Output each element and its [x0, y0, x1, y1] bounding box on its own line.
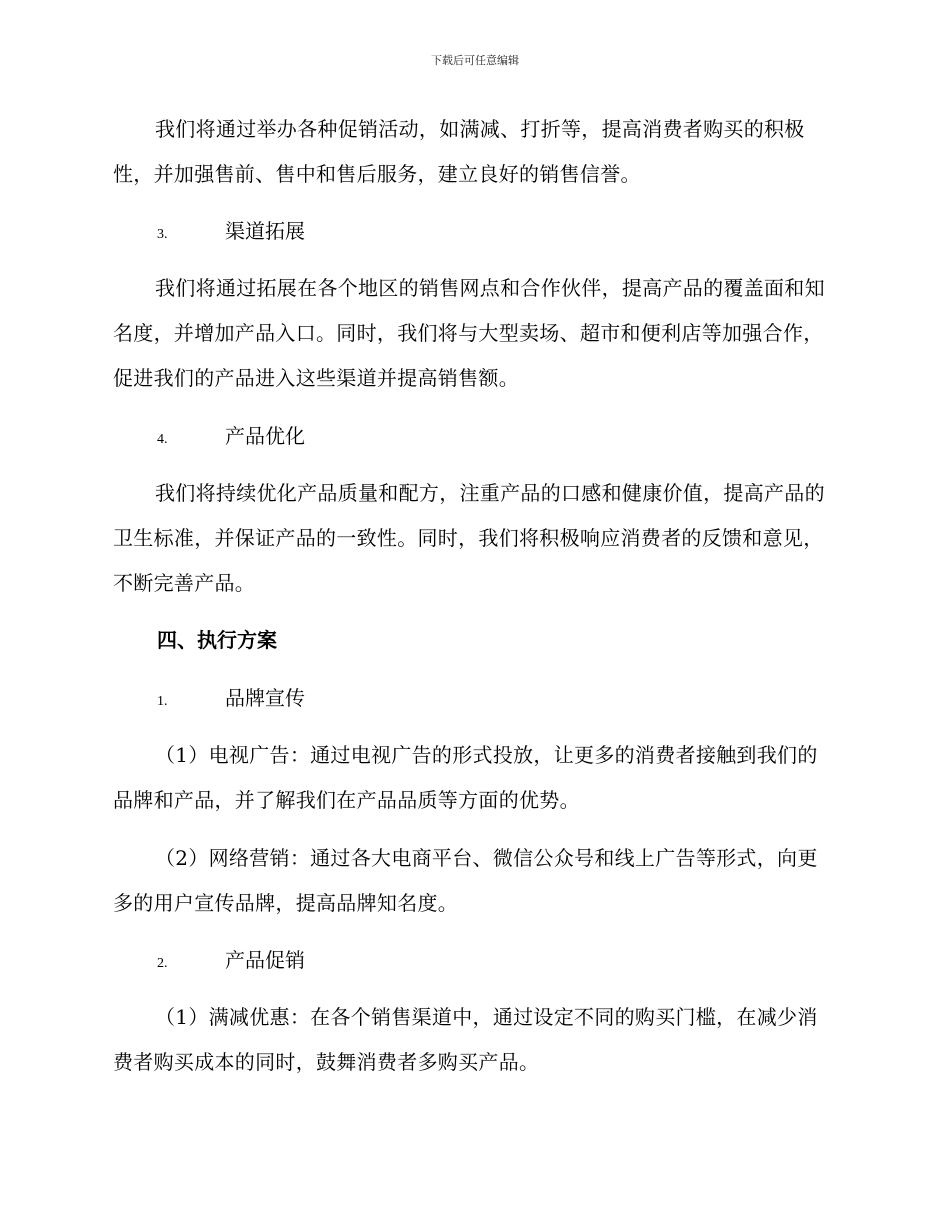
- paragraph-channel: 我们将通过拓展在各个地区的销售网点和合作伙伴，提高产品的覆盖面和知名度，并增加产品入口。同时，我们将与大型卖场、超市和便利店等加强合作，促进我们的产品进入这些渠道并提高销售额。: [113, 276, 825, 390]
- paragraph-promotion: 我们将通过举办各种促销活动，如满减、打折等，提高消费者购买的积极性，并加强售前、售中和售后服务，建立良好的销售信誉。: [113, 117, 805, 186]
- page-header: 下载后可任意编辑: [431, 54, 519, 67]
- section-heading: 四、执行方案: [157, 628, 277, 652]
- item-label: 产品优化: [225, 424, 305, 448]
- paragraph-discount: （1）满减优惠：在各个销售渠道中，通过设定不同的购买门槛，在减少消费者购买成本的同时，鼓舞消费者多购买产品。: [113, 1005, 818, 1074]
- item-number: 4.: [157, 432, 168, 447]
- list-item-channel-expansion: [157, 217, 305, 249]
- paragraph-product: 我们将持续优化产品质量和配方，注重产品的口感和健康价值，提高产品的卫生标准，并保证产品的一致性。同时，我们将积极响应消费者的反馈和意见，不断完善产品。: [113, 481, 825, 595]
- item-number: 2.: [157, 956, 168, 971]
- paragraph-online-marketing: （2）网络营销：通过各大电商平台、微信公众号和线上广告等形式，向更多的用户宣传品牌，提高品牌知名度。: [113, 846, 818, 915]
- list-item-product-promotion: [157, 946, 305, 978]
- item-label: 渠道拓展: [225, 219, 305, 243]
- item-number: 1.: [157, 694, 168, 709]
- list-item-product-optimization: [157, 422, 305, 454]
- paragraph-tv-ads: （1）电视广告：通过电视广告的形式投放，让更多的消费者接触到我们的品牌和产品，并了解我们在产品品质等方面的优势。: [113, 743, 818, 812]
- item-number: 3.: [157, 227, 168, 242]
- item-label: 品牌宣传: [225, 686, 305, 710]
- list-item-brand-promotion: [157, 684, 305, 716]
- item-label: 产品促销: [225, 948, 305, 972]
